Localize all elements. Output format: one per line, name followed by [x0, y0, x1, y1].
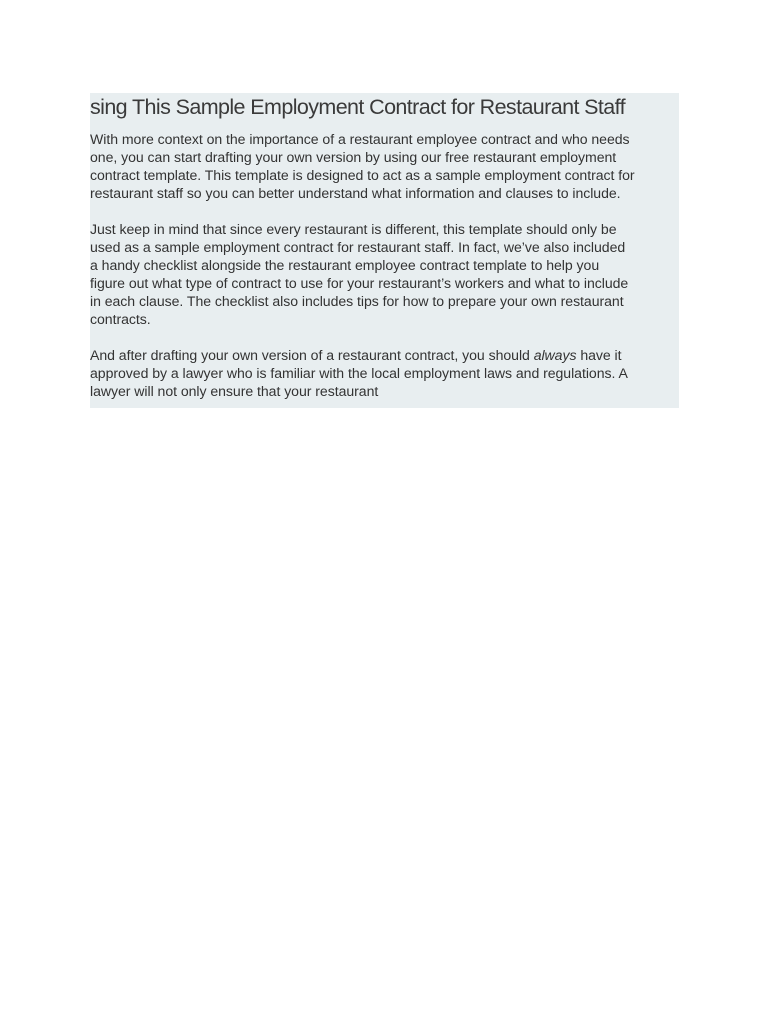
paragraph-line: approved by a lawyer who is familiar with the local employment laws and regulations. A: [90, 365, 628, 381]
paragraph-line: With more context on the importance of a restaurant employee contract and who needs: [90, 131, 630, 147]
paragraph-line: contract template. This template is designed to act as a sample employment contract for: [90, 167, 635, 183]
paragraph-line: contracts.: [90, 311, 151, 327]
article-heading: sing This Sample Employment Contract for Restaurant Staff: [90, 95, 626, 119]
paragraph-line: Just keep in mind that since every restaurant is different, this template should only be: [90, 221, 617, 237]
paragraph-line: lawyer will not only ensure that your restaurant: [90, 383, 379, 399]
paragraph-line: a handy checklist alongside the restaurant employee contract template to help you: [90, 257, 600, 273]
text-run: And after drafting your own version of a restaurant contract, you should: [90, 347, 534, 363]
paragraph-line: [90, 346, 679, 364]
paragraph-intro: [90, 130, 679, 202]
paragraph-checklist: [90, 220, 679, 328]
article-excerpt: [90, 93, 679, 408]
paragraph-line: figure out what type of contract to use for your restaurant’s workers and what to include: [90, 275, 629, 291]
emphasis-text: always: [533, 347, 577, 363]
paragraph-line: used as a sample employment contract for restaurant staff. In fact, we’ve also included: [90, 239, 626, 255]
paragraph-line: restaurant staff so you can better understand what information and clauses to include.: [90, 185, 621, 201]
text-run: have it: [576, 347, 622, 363]
paragraph-line: one, you can start drafting your own version by using our free restaurant employment: [90, 149, 617, 165]
paragraph-lawyer: [90, 346, 679, 400]
paragraph-line: in each clause. The checklist also includes tips for how to prepare your own restaurant: [90, 293, 624, 309]
